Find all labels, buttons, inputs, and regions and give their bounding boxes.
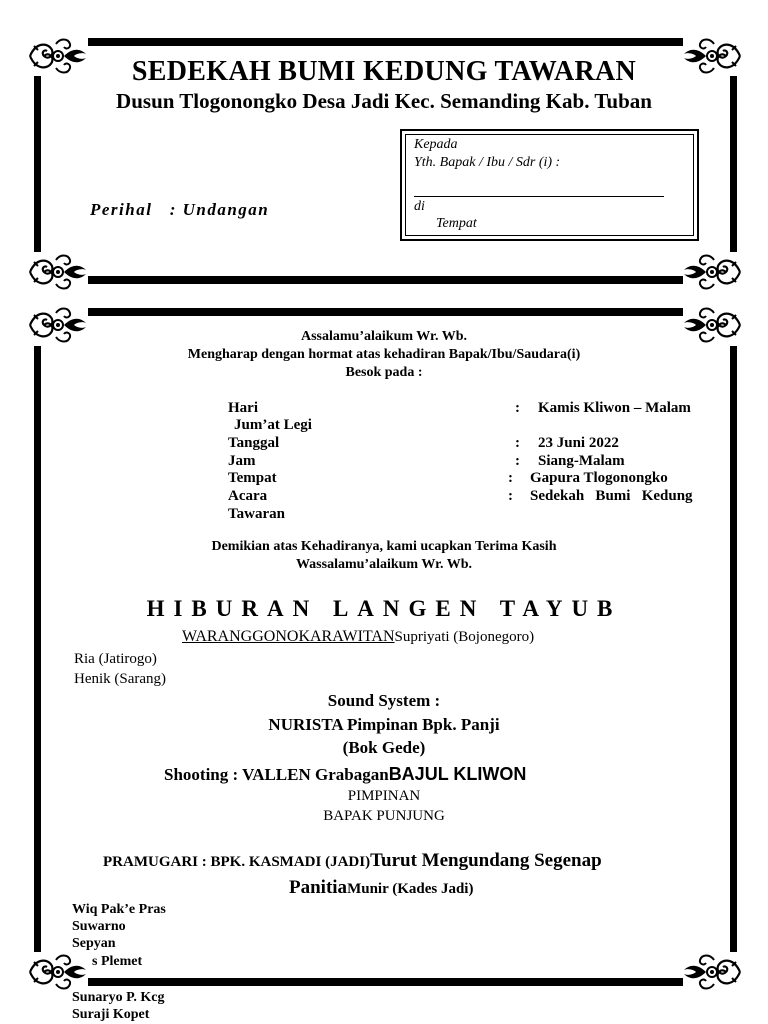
panitia-line xyxy=(289,877,473,899)
panitia-name: s Plemet xyxy=(92,954,143,969)
bajul-kliwon-text: BAJUL KLIWON xyxy=(388,764,527,784)
panitia-name: Wiq Pak’e Pras xyxy=(72,902,166,917)
schedule-value: Siang-Malam xyxy=(538,453,625,469)
schedule-colon: : xyxy=(515,435,520,451)
address-box xyxy=(400,129,699,241)
ornament-icon xyxy=(26,952,90,992)
schedule-colon: : xyxy=(515,453,520,469)
frame-bottom-right-bar xyxy=(730,346,737,952)
schedule-label: Tanggal xyxy=(228,435,280,451)
panitia-text: Panitia xyxy=(289,877,348,898)
event-title: SEDEKAH BUMI KEDUNG TAWARAN xyxy=(131,56,637,87)
shooting-line xyxy=(164,764,526,785)
schedule-colon: : xyxy=(508,470,513,486)
pramugari-line xyxy=(103,850,602,872)
tempat-label: Tempat xyxy=(436,216,477,231)
panitia-name: Sunaryo P. Kcg xyxy=(72,990,165,1005)
frame-bottom-bar-upper xyxy=(88,308,683,316)
schedule-value: Sedekah Bumi Kedung xyxy=(530,488,693,504)
schedule-label: Acara xyxy=(228,488,268,504)
panitia-name: Suwarno xyxy=(72,919,126,934)
demikian-text: Demikian atas Kehadiranya, kami ucapkan Terima Kasih xyxy=(211,539,557,554)
event-subtitle: Dusun Tlogonongko Desa Jadi Kec. Semanding Kab. Tuban xyxy=(116,89,652,113)
wassalam-text: Wassalamu’alaikum Wr. Wb. xyxy=(295,557,473,572)
panitia-name: Suraji Kopet xyxy=(72,1007,150,1022)
pramugari-text: PRAMUGARI : BPK. KASMADI (JADI) xyxy=(103,854,371,870)
hiburan-heading: HIBURAN LANGEN TAYUB xyxy=(146,596,622,621)
schedule-label: Hari xyxy=(228,400,258,416)
sound-system-label: Sound System : xyxy=(327,691,441,710)
di-label: di xyxy=(414,199,425,214)
schedule-label: Tempat xyxy=(228,470,277,486)
ornament-icon xyxy=(680,252,744,292)
frame-top-bar-lower xyxy=(88,276,683,284)
frame-bottom-left-bar xyxy=(34,346,41,952)
kepada-label: Kepada xyxy=(414,137,458,152)
shooting-text: Shooting : VALLEN Grabagan xyxy=(164,765,389,784)
bapak-punjung-text: BAPAK PUNJUNG xyxy=(323,808,445,824)
munir-text: Munir (Kades Jadi) xyxy=(347,881,474,897)
panitia-name: Sepyan xyxy=(72,936,116,951)
mengharap-text: Mengharap dengan hormat atas kehadiran Bapak/Ibu/Saudara(i) xyxy=(187,347,581,362)
sound-system-alias: (Bok Gede) xyxy=(342,738,426,757)
frame-top-bar-upper xyxy=(88,38,683,46)
sound-system-name: NURISTA Pimpinan Bpk. Panji xyxy=(268,715,500,734)
schedule-value: 23 Juni 2022 xyxy=(538,435,619,451)
perihal-text: Perihal : Undangan xyxy=(90,200,270,219)
address-blank-line xyxy=(414,196,664,197)
schedule-label: Jum’at Legi xyxy=(234,417,312,433)
waranggono-name: Henik (Sarang) xyxy=(74,671,167,687)
schedule-colon: : xyxy=(508,488,513,504)
schedule-label: Tawaran xyxy=(228,506,285,522)
ornament-icon xyxy=(26,252,90,292)
salam-text: Assalamu’alaikum Wr. Wb. xyxy=(301,329,467,344)
yth-label: Yth. Bapak / Ibu / Sdr (i) : xyxy=(414,155,561,170)
ornament-icon xyxy=(680,952,744,992)
pimpinan-text: PIMPINAN xyxy=(347,788,421,804)
waranggono-name: Supriyati (Bojonegoro) xyxy=(394,629,535,645)
schedule-value: Gapura Tlogonongko xyxy=(530,470,668,486)
waranggono-line xyxy=(182,628,534,646)
waranggono-label: WARANGGONOKARAWITAN xyxy=(182,628,395,645)
besok-text: Besok pada : xyxy=(345,365,423,380)
turut-text: Turut Mengundang Segenap xyxy=(370,850,602,871)
schedule-value: Kamis Kliwon – Malam xyxy=(538,400,691,416)
schedule-label: Jam xyxy=(228,453,256,469)
schedule-colon: : xyxy=(515,400,520,416)
frame-bottom-bar-lower xyxy=(88,978,683,986)
waranggono-name: Ria (Jatirogo) xyxy=(74,651,157,667)
